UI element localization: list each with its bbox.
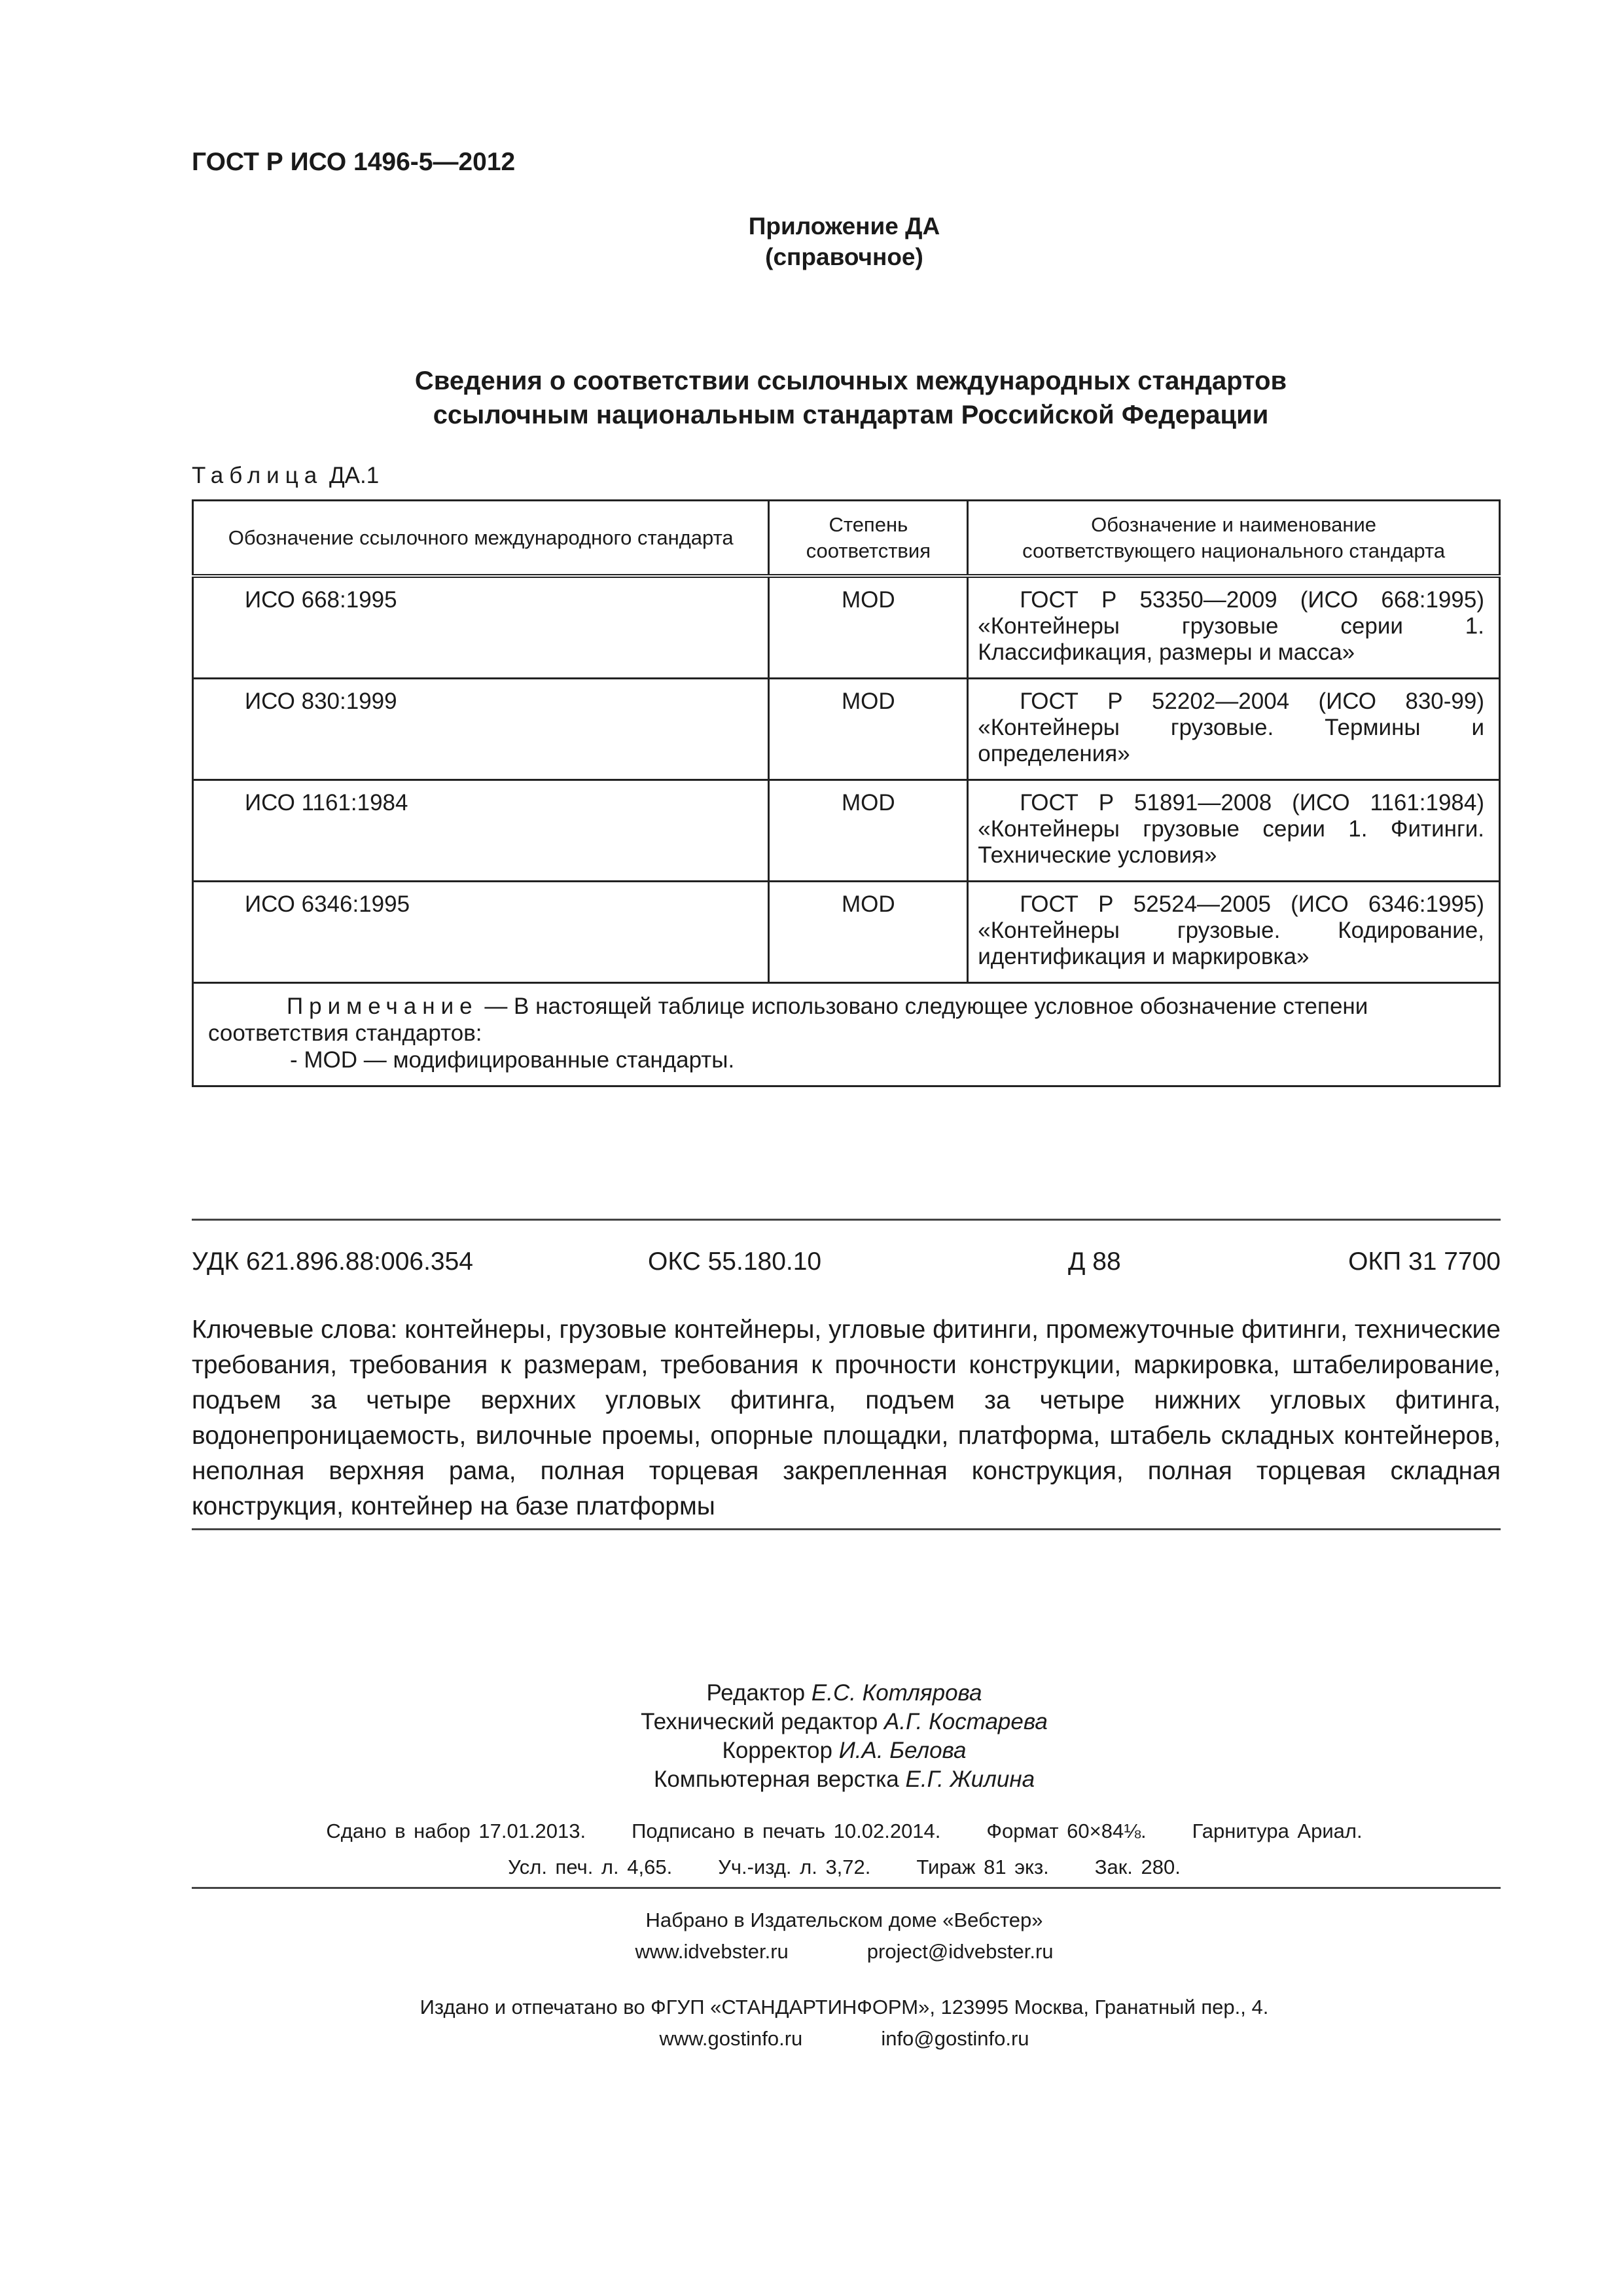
imprint: [0, 1813, 1623, 1885]
header-degree-line2: соответствия: [806, 539, 931, 562]
credit-role: Корректор: [722, 1738, 832, 1763]
imprint-edition-pages: Уч.-изд. л. 3,72.: [718, 1856, 871, 1878]
divider-top: [192, 1219, 1501, 1221]
credit-tech-editor: [0, 1708, 1623, 1736]
credit-role: Редактор: [706, 1680, 806, 1706]
cell-international-standard: ИСО 1161:1984: [193, 780, 769, 882]
section-title: [196, 364, 1505, 432]
cell-degree: MOD: [769, 882, 968, 983]
table-row: [193, 882, 1500, 983]
cell-national-standard: ГОСТ Р 51891—2008 (ИСО 1161:1984) «Контейнеры грузовые серии 1. Фитинги. Технические условия»: [968, 780, 1500, 882]
cell-degree: MOD: [769, 576, 968, 679]
credit-name: И.А. Белова: [838, 1738, 967, 1763]
keywords: Ключевые слова: контейнеры, грузовые контейнеры, угловые фитинги, промежуточные фитинги, технические требования, требования к размерам, требования к прочности конструкции, маркировка, штабелирование, подъем за четыре верхних угловых фитинга, подъем за четыре нижних угловых фитинга, водонепроницаемость, вилочные проемы, опорные площадки, платформа, штабель складных контейнеров, неполная верхняя рама, полная торцевая закрепленная конструкция, полная торцевая складная конструкция, контейнер на базе платформы: [192, 1316, 1501, 1520]
note-text: [208, 993, 1486, 1047]
imprint-copies: Тираж 81 экз.: [916, 1856, 1049, 1878]
cell-international-standard: ИСО 6346:1995: [193, 882, 769, 983]
oks-code: ОКС 55.180.10: [648, 1247, 822, 1276]
divider-bottom: [192, 1887, 1501, 1889]
cell-national-standard: ГОСТ Р 53350—2009 (ИСО 668:1995) «Контейнеры грузовые серии 1. Классификация, размеры и масса»: [968, 576, 1500, 679]
note-item: - MOD — модифицированные стандарты.: [290, 1047, 735, 1073]
appendix-title: Приложение ДА: [748, 213, 940, 240]
credit-role: Технический редактор: [641, 1709, 878, 1734]
udk-code: УДК 621.896.88:006.354: [192, 1247, 473, 1276]
appendix-subtitle: (справочное): [765, 243, 923, 270]
cell-degree: MOD: [769, 780, 968, 882]
table-note: [193, 983, 1500, 1086]
credit-layout: [0, 1765, 1623, 1794]
imprint-line2: [0, 1849, 1623, 1885]
cell-national-standard: ГОСТ Р 52524—2005 (ИСО 6346:1995) «Контейнеры грузовые. Кодирование, идентификация и маркировка»: [968, 882, 1500, 983]
header-degree-line1: Степень: [829, 512, 908, 536]
typesetter-email[interactable]: project@idvebster.ru: [866, 1940, 1054, 1963]
credit-name: Е.Г. Жилина: [905, 1767, 1035, 1792]
note-body: — В настоящей таблице использовано следующее условное обозначение степени соответствия стандартов:: [208, 994, 1368, 1046]
credit-name: А.Г. Костарева: [884, 1709, 1048, 1734]
table-row: [193, 576, 1500, 679]
imprint-line1: [0, 1813, 1623, 1849]
table-label-number: ДА.1: [329, 463, 380, 488]
divider-middle: [192, 1528, 1501, 1530]
document-code: ГОСТ Р ИСО 1496-5—2012: [192, 148, 516, 176]
typesetter-name: Набрано в Издательском доме «Вебстер»: [645, 1909, 1043, 1931]
imprint-order: Зак. 280.: [1094, 1856, 1181, 1878]
header-national-line1: Обозначение и наименование: [1091, 512, 1377, 536]
cell-degree: MOD: [769, 679, 968, 780]
table-label-word: Таблица: [192, 463, 323, 488]
header-degree: [769, 501, 968, 577]
cell-international-standard: ИСО 668:1995: [193, 576, 769, 679]
section-title-line2: ссылочным национальным стандартам Российской Федерации: [433, 401, 1269, 429]
imprint-format: Формат 60×84⅛.: [986, 1820, 1147, 1842]
table-row: [193, 679, 1500, 780]
credit-name: Е.С. Котлярова: [811, 1680, 982, 1706]
header-national-line2: соответствующего национального стандарта: [1022, 539, 1446, 562]
publisher-address: Издано и отпечатано во ФГУП «СТАНДАРТИНФОРМ», 123995 Москва, Гранатный пер., 4.: [419, 1996, 1269, 2018]
table-header-row: [193, 501, 1500, 577]
correspondence-table: [192, 499, 1501, 1087]
table-row: [193, 780, 1500, 882]
table-label: [192, 463, 379, 489]
imprint-sent: Сдано в набор 17.01.2013.: [326, 1820, 586, 1842]
okp-code: ОКП 31 7700: [1348, 1247, 1501, 1276]
imprint-signed: Подписано в печать 10.02.2014.: [632, 1820, 941, 1842]
cell-national-standard: ГОСТ Р 52202—2004 (ИСО 830-99) «Контейнеры грузовые. Термины и определения»: [968, 679, 1500, 780]
cell-international-standard: ИСО 830:1999: [193, 679, 769, 780]
typesetter-website[interactable]: www.idvebster.ru: [635, 1940, 789, 1963]
header-international-standard: Обозначение ссылочного международного стандарта: [193, 501, 769, 577]
appendix-heading: [0, 211, 1623, 272]
credit-role: Компьютерная верстка: [653, 1767, 899, 1792]
publisher-website[interactable]: www.gostinfo.ru: [659, 2027, 803, 2050]
imprint-pages: Усл. печ. л. 4,65.: [508, 1856, 673, 1878]
publisher-email[interactable]: info@gostinfo.ru: [881, 2027, 1029, 2050]
credit-corrector: [0, 1736, 1623, 1765]
typesetter-info: [0, 1905, 1623, 1967]
d-code: Д 88: [1068, 1247, 1121, 1276]
imprint-font: Гарнитура Ариал.: [1192, 1820, 1363, 1842]
publisher-contacts: [0, 2023, 1623, 2054]
section-title-line1: Сведения о соответствии ссылочных международных стандартов: [414, 367, 1287, 395]
credit-editor: [0, 1679, 1623, 1708]
credits: [0, 1679, 1623, 1794]
typesetter-contacts: [0, 1936, 1623, 1967]
header-national-standard: [968, 501, 1500, 577]
table-note-row: [193, 983, 1500, 1086]
note-label: Примечание: [287, 994, 478, 1019]
publisher-info: [0, 1992, 1623, 2054]
